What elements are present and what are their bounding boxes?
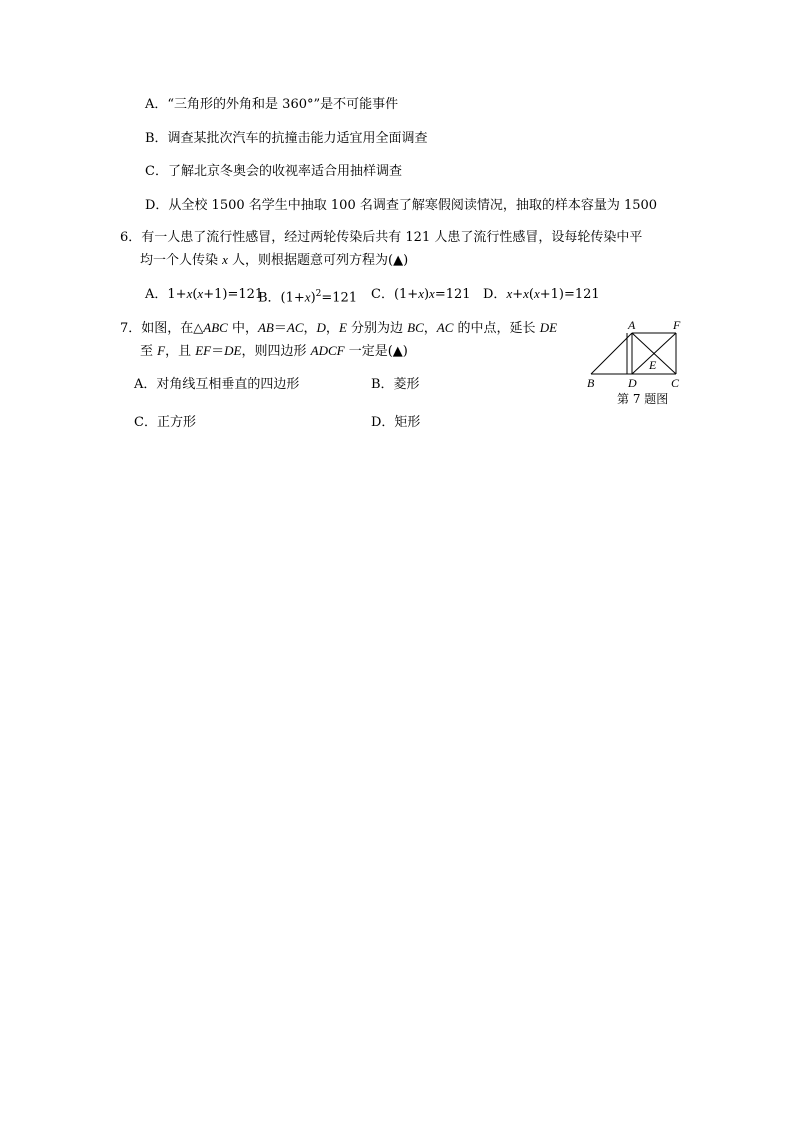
q6-stem-line1: 6．有一人患了流行性感冒，经过两轮传染后共有 121 人患了流行性感冒，设每轮传染中平 bbox=[120, 230, 643, 245]
label-a: A bbox=[628, 318, 636, 332]
label-d: D bbox=[628, 376, 637, 390]
label-b: B bbox=[587, 376, 595, 390]
q7-option-a: A．对角线互相垂直的四边形 bbox=[134, 377, 300, 392]
q7-option-b: B．菱形 bbox=[371, 377, 420, 392]
label-e: E bbox=[649, 358, 657, 372]
q6-option-a: A．1+x(x+1)=121 bbox=[145, 286, 264, 302]
q5-option-a: A．“三角形的外角和是 360°”是不可能事件 bbox=[145, 97, 399, 112]
q7-figure-caption: 第 7 题图 bbox=[617, 392, 669, 406]
label-f: F bbox=[673, 318, 681, 332]
q5-option-d: D．从全校 1500 名学生中抽取 100 名调查了解寒假阅读情况，抽取的样本容量为 1500 bbox=[145, 198, 658, 213]
q7-option-c: C．正方形 bbox=[134, 415, 196, 430]
label-c: C bbox=[671, 376, 680, 390]
q5-option-c: C．了解北京冬奥会的收视率适合用抽样调查 bbox=[145, 164, 402, 179]
q6-stem-line2: 均一个人传染 x 人，则根据题意可列方程为(▲) bbox=[140, 252, 409, 268]
q7-stem-line2: 至 F，且 EF＝DE，则四边形 ADCF 一定是(▲) bbox=[140, 343, 408, 359]
q6-option-b: B．$(1+x)^2=121$ bbox=[258, 289, 358, 306]
q5-option-b: B．调查某批次汽车的抗撞击能力适宜用全面调查 bbox=[145, 131, 428, 146]
q6-option-c: C．(1+x)x=121 bbox=[371, 286, 471, 302]
q7-stem-line1: 7．如图，在△ABC 中，AB＝AC，D，E 分别为边 BC，AC 的中点，延长 DE bbox=[120, 320, 558, 336]
q7-option-d: D．矩形 bbox=[371, 415, 421, 430]
segment-ab bbox=[591, 333, 632, 374]
q6-option-d: D．x+x(x+1)=121 bbox=[483, 286, 600, 302]
q7-figure-svg bbox=[583, 316, 693, 392]
